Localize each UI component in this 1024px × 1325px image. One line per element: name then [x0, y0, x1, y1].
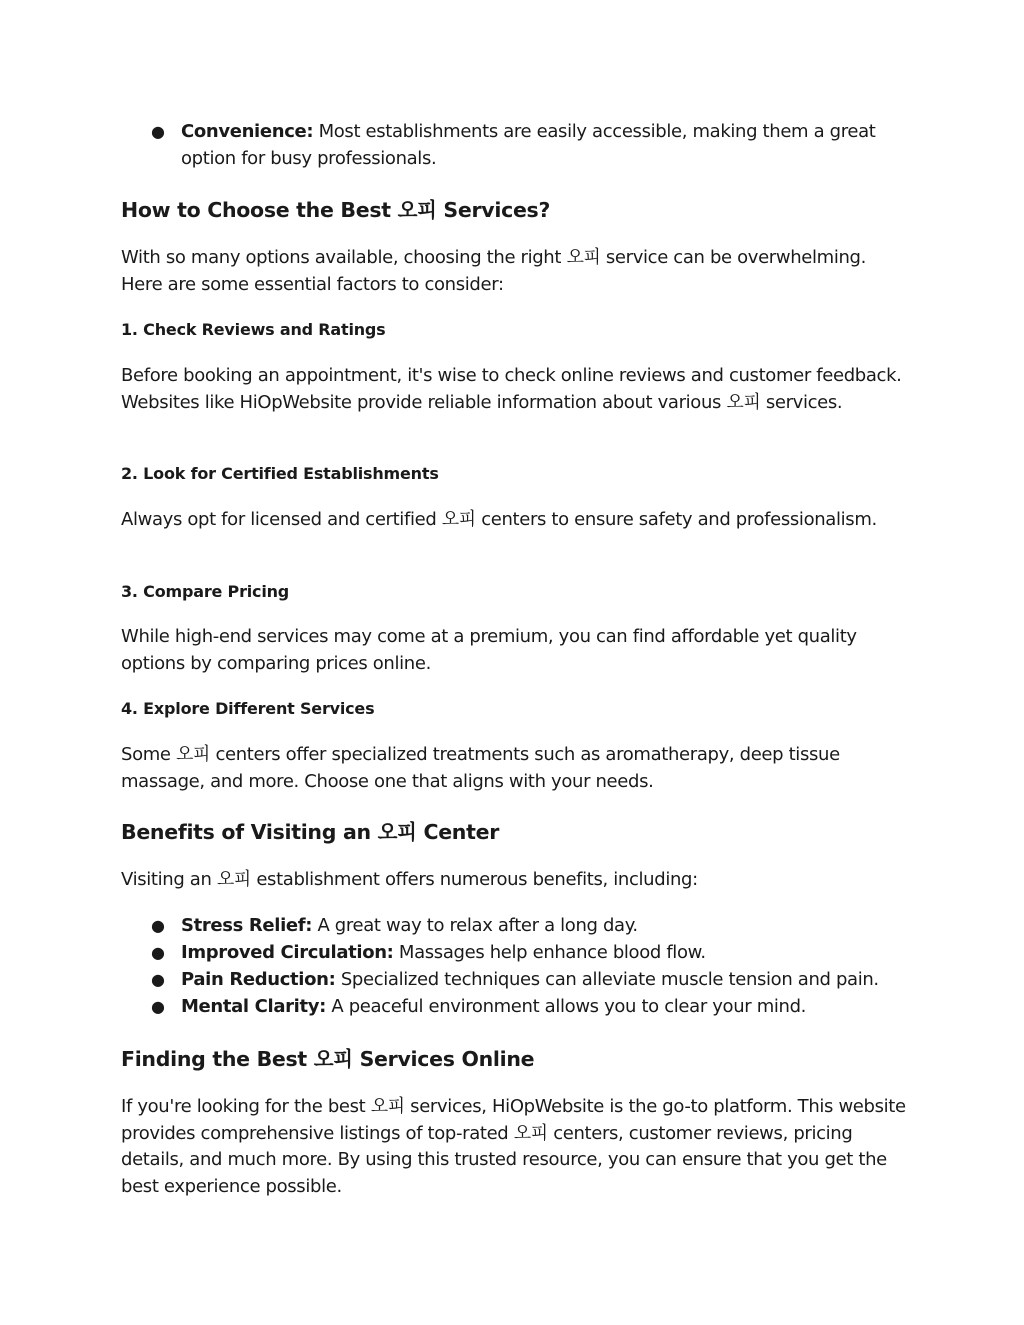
paragraph-step-2: Always opt for licensed and certified 오피 centers to ensure safety and professionalism.: [121, 509, 877, 530]
list-item-label: Stress Relief:: [181, 915, 313, 936]
list-item-text: Specialized techniques can alleviate muscle tension and pain.: [335, 968, 879, 990]
convenience-list: [121, 119, 911, 173]
paragraph-step-4: Some 오피 centers offer specialized treatments such as aromatherapy, deep tissue massage, and more. Choose one that aligns with your needs.: [121, 744, 840, 792]
bullet-icon: ●: [151, 942, 165, 962]
list-item: [121, 940, 911, 967]
heading-step-4: 4. Explore Different Services: [121, 699, 375, 718]
list-item: [121, 967, 911, 994]
heading-step-1: 1. Check Reviews and Ratings: [121, 320, 386, 339]
paragraph-benefits-intro: Visiting an 오피 establishment offers numerous benefits, including:: [121, 869, 698, 890]
list-item-text: A peaceful environment allows you to clear your mind.: [325, 995, 807, 1017]
list-item-text: Most establishments are easily accessible, making them a great option for busy professionals.: [181, 121, 876, 169]
list-item-label: Pain Reduction:: [181, 968, 336, 990]
heading-step-2: 2. Look for Certified Establishments: [121, 464, 439, 483]
bullet-icon: ●: [151, 122, 165, 141]
list-item: [121, 913, 911, 940]
bullet-icon: ●: [151, 916, 165, 935]
paragraph-step-3: While high-end services may come at a premium, you can find affordable yet quality options by comparing prices online.: [121, 626, 857, 674]
list-item-label: Mental Clarity:: [181, 995, 326, 1017]
list-item-text: Massages help enhance blood flow.: [393, 941, 706, 963]
heading-how-to-choose: How to Choose the Best 오피 Services?: [121, 198, 551, 222]
heading-step-3: 3. Compare Pricing: [121, 582, 290, 601]
bullet-icon: ●: [151, 996, 165, 1016]
list-item-label: Improved Circulation:: [181, 941, 394, 963]
paragraph-step-1: Before booking an appointment, it's wise to check online reviews and customer feedback. Websites like HiOpWebsite provide reliable information about various 오피 services.: [121, 365, 902, 413]
list-item-label: Convenience:: [181, 121, 314, 142]
paragraph-choose-intro: With so many options available, choosing the right 오피 service can be overwhelming. Here are some essential factors to consider:: [121, 247, 867, 295]
benefits-list: [121, 913, 911, 1021]
heading-benefits: Benefits of Visiting an 오피 Center: [121, 820, 500, 844]
heading-finding-online: Finding the Best 오피 Services Online: [121, 1047, 535, 1071]
list-item-text: A great way to relax after a long day.: [312, 915, 638, 936]
bullet-icon: ●: [151, 969, 165, 989]
paragraph-finding-online: If you're looking for the best 오피 services, HiOpWebsite is the go-to platform. This website provides comprehensive listings of top-rated 오피 centers, customer reviews, pricing details, and much more. By using this trusted resource, you can ensure that you get the best experience possible.: [121, 1096, 906, 1197]
list-item: [121, 119, 911, 173]
list-item: [121, 994, 911, 1021]
